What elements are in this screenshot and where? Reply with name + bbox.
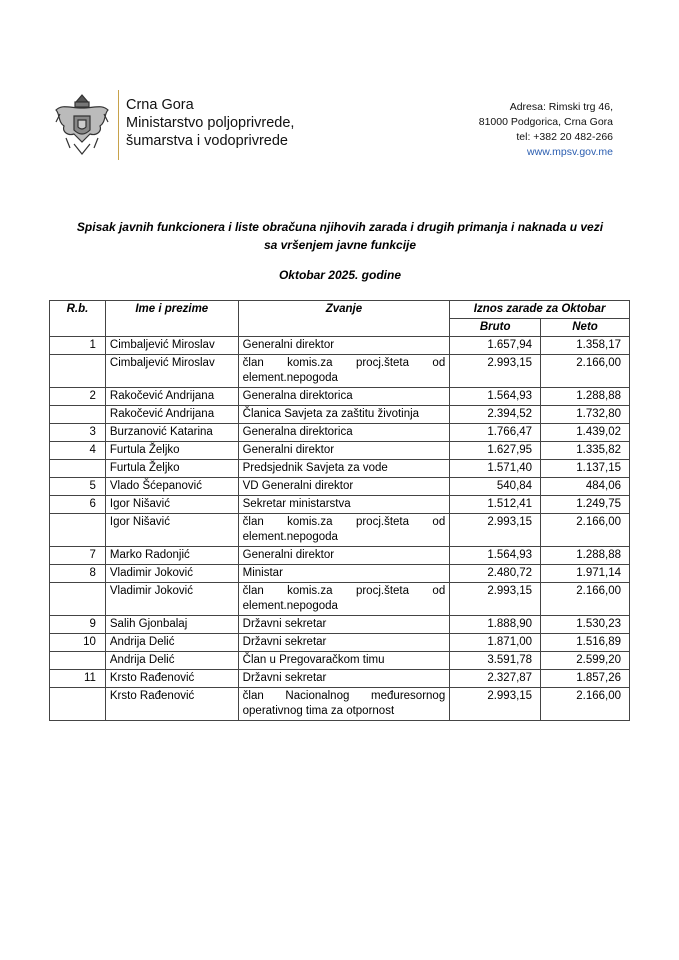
cell-rb: 4 bbox=[50, 442, 106, 460]
cell-bruto: 2.327,87 bbox=[450, 670, 541, 688]
salary-table bbox=[49, 300, 630, 721]
cell-ime: Marko Radonjić bbox=[105, 547, 238, 565]
cell-bruto: 2.993,15 bbox=[450, 355, 541, 388]
cell-zvanje: Državni sekretar bbox=[238, 616, 450, 634]
table-row bbox=[50, 496, 630, 514]
table-row bbox=[50, 565, 630, 583]
cell-neto: 1.857,26 bbox=[541, 670, 630, 688]
cell-bruto: 1.766,47 bbox=[450, 424, 541, 442]
period-heading: Oktobar 2025. godine bbox=[278, 268, 402, 282]
cell-zvanje: Generalna direktorica bbox=[238, 388, 450, 406]
cell-ime: Igor Nišavić bbox=[105, 496, 238, 514]
cell-rb: 10 bbox=[50, 634, 106, 652]
cell-ime: Rakočević Andrijana bbox=[105, 388, 238, 406]
cell-neto: 1.137,15 bbox=[541, 460, 630, 478]
cell-ime: Andrija Delić bbox=[105, 634, 238, 652]
cell-ime: Burzanović Katarina bbox=[105, 424, 238, 442]
cell-ime: Vladimir Joković bbox=[105, 583, 238, 616]
cell-bruto: 1.512,41 bbox=[450, 496, 541, 514]
cell-bruto: 1.571,40 bbox=[450, 460, 541, 478]
title-line-2: sa vršenjem javne funkcije bbox=[263, 238, 417, 252]
table-row bbox=[50, 514, 630, 547]
cell-rb bbox=[50, 688, 106, 721]
cell-ime: Vlado Šćepanović bbox=[105, 478, 238, 496]
org-line: Ministarstvo poljoprivrede, bbox=[126, 115, 295, 131]
cell-ime: Cimbaljević Miroslav bbox=[105, 337, 238, 355]
cell-neto: 1.530,23 bbox=[541, 616, 630, 634]
title-line-1: Spisak javnih funkcionera i liste obračuna njihovih zarada i drugih primanja i naknada u vezi bbox=[76, 220, 604, 234]
cell-rb: 6 bbox=[50, 496, 106, 514]
header-row bbox=[50, 301, 630, 319]
website-link[interactable]: www.mpsv.gov.me bbox=[527, 146, 613, 158]
cell-zvanje: Državni sekretar bbox=[238, 670, 450, 688]
cell-zvanje: Generalni direktor bbox=[238, 337, 450, 355]
cell-zvanje: Generalni direktor bbox=[238, 442, 450, 460]
contact-block bbox=[479, 100, 613, 160]
table-row bbox=[50, 406, 630, 424]
title-header: Zvanje bbox=[238, 301, 450, 337]
table-row bbox=[50, 388, 630, 406]
cell-ime: Andrija Delić bbox=[105, 652, 238, 670]
cell-ime: Krsto Rađenović bbox=[105, 688, 238, 721]
table-row bbox=[50, 478, 630, 496]
cell-zvanje: Sekretar ministarstva bbox=[238, 496, 450, 514]
cell-bruto: 3.591,78 bbox=[450, 652, 541, 670]
net-header: Neto bbox=[541, 319, 630, 337]
ministry-name bbox=[126, 96, 294, 150]
cell-bruto: 1.871,00 bbox=[450, 634, 541, 652]
cell-bruto: 2.480,72 bbox=[450, 565, 541, 583]
cell-neto: 2.599,20 bbox=[541, 652, 630, 670]
phone-line: tel: +382 20 482-266 bbox=[516, 131, 613, 143]
table-row bbox=[50, 670, 630, 688]
cell-rb: 7 bbox=[50, 547, 106, 565]
cell-bruto: 2.993,15 bbox=[450, 688, 541, 721]
cell-ime: Igor Nišavić bbox=[105, 514, 238, 547]
cell-rb bbox=[50, 514, 106, 547]
cell-zvanje: član komis.za procj.šteta od element.nepogoda bbox=[238, 514, 450, 547]
cell-bruto: 1.564,93 bbox=[450, 388, 541, 406]
cell-zvanje: član komis.za procj.šteta od element.nepogoda bbox=[238, 583, 450, 616]
cell-neto: 1.439,02 bbox=[541, 424, 630, 442]
amount-header: Iznos zarade za Oktobar bbox=[450, 301, 630, 319]
cell-rb: 11 bbox=[50, 670, 106, 688]
cell-zvanje: član Nacionalnog međuresornog operativnog tima za otpornost bbox=[238, 688, 450, 721]
cell-zvanje: Član u Pregovaračkom timu bbox=[238, 652, 450, 670]
cell-rb: 9 bbox=[50, 616, 106, 634]
cell-neto: 2.166,00 bbox=[541, 514, 630, 547]
table-row bbox=[50, 337, 630, 355]
cell-zvanje: VD Generalni direktor bbox=[238, 478, 450, 496]
table-row bbox=[50, 355, 630, 388]
cell-ime: Furtula Željko bbox=[105, 460, 238, 478]
header-divider bbox=[118, 90, 119, 160]
cell-rb bbox=[50, 583, 106, 616]
cell-ime: Salih Gjonbalaj bbox=[105, 616, 238, 634]
cell-bruto: 1.627,95 bbox=[450, 442, 541, 460]
cell-neto: 1.288,88 bbox=[541, 547, 630, 565]
cell-bruto: 540,84 bbox=[450, 478, 541, 496]
cell-rb: 5 bbox=[50, 478, 106, 496]
table-row bbox=[50, 634, 630, 652]
table-row bbox=[50, 583, 630, 616]
cell-neto: 1.288,88 bbox=[541, 388, 630, 406]
cell-bruto: 1.564,93 bbox=[450, 547, 541, 565]
cell-neto: 1.732,80 bbox=[541, 406, 630, 424]
name-header: Ime i prezime bbox=[105, 301, 238, 337]
cell-rb: 1 bbox=[50, 337, 106, 355]
cell-rb bbox=[50, 652, 106, 670]
gross-header: Bruto bbox=[450, 319, 541, 337]
cell-bruto: 2.993,15 bbox=[450, 583, 541, 616]
cell-neto: 1.358,17 bbox=[541, 337, 630, 355]
table-row bbox=[50, 424, 630, 442]
cell-neto: 1.335,82 bbox=[541, 442, 630, 460]
cell-neto: 1.516,89 bbox=[541, 634, 630, 652]
cell-neto: 1.249,75 bbox=[541, 496, 630, 514]
cell-rb: 8 bbox=[50, 565, 106, 583]
table-row bbox=[50, 652, 630, 670]
cell-ime: Krsto Rađenović bbox=[105, 670, 238, 688]
cell-zvanje: Generalna direktorica bbox=[238, 424, 450, 442]
cell-ime: Cimbaljević Miroslav bbox=[105, 355, 238, 388]
table-row bbox=[50, 688, 630, 721]
cell-ime: Rakočević Andrijana bbox=[105, 406, 238, 424]
table-row bbox=[50, 442, 630, 460]
city-line: 81000 Podgorica, Crna Gora bbox=[478, 116, 613, 128]
cell-bruto: 1.888,90 bbox=[450, 616, 541, 634]
cell-zvanje: Članica Savjeta za zaštitu životinja bbox=[238, 406, 450, 424]
cell-zvanje: član komis.za procj.šteta od element.nepogoda bbox=[238, 355, 450, 388]
cell-zvanje: Državni sekretar bbox=[238, 634, 450, 652]
cell-ime: Furtula Željko bbox=[105, 442, 238, 460]
table-row bbox=[50, 616, 630, 634]
org-line: Crna Gora bbox=[126, 97, 194, 113]
cell-zvanje: Ministar bbox=[238, 565, 450, 583]
address-line: Adresa: Rimski trg 46, bbox=[509, 101, 613, 113]
cell-neto: 2.166,00 bbox=[541, 583, 630, 616]
cell-ime: Vladimir Joković bbox=[105, 565, 238, 583]
table-row bbox=[50, 460, 630, 478]
cell-zvanje: Predsjednik Savjeta za vode bbox=[238, 460, 450, 478]
coat-of-arms-icon bbox=[52, 92, 112, 160]
cell-neto: 2.166,00 bbox=[541, 688, 630, 721]
cell-rb bbox=[50, 460, 106, 478]
cell-bruto: 2.394,52 bbox=[450, 406, 541, 424]
cell-neto: 2.166,00 bbox=[541, 355, 630, 388]
cell-zvanje: Generalni direktor bbox=[238, 547, 450, 565]
cell-bruto: 1.657,94 bbox=[450, 337, 541, 355]
cell-neto: 1.971,14 bbox=[541, 565, 630, 583]
cell-rb bbox=[50, 355, 106, 388]
cell-rb bbox=[50, 406, 106, 424]
table-row bbox=[50, 547, 630, 565]
cell-rb: 2 bbox=[50, 388, 106, 406]
cell-bruto: 2.993,15 bbox=[450, 514, 541, 547]
cell-rb: 3 bbox=[50, 424, 106, 442]
cell-neto: 484,06 bbox=[541, 478, 630, 496]
document-title bbox=[40, 218, 640, 254]
org-line: šumarstva i vodoprivrede bbox=[126, 133, 288, 149]
rb-header: R.b. bbox=[50, 301, 106, 337]
